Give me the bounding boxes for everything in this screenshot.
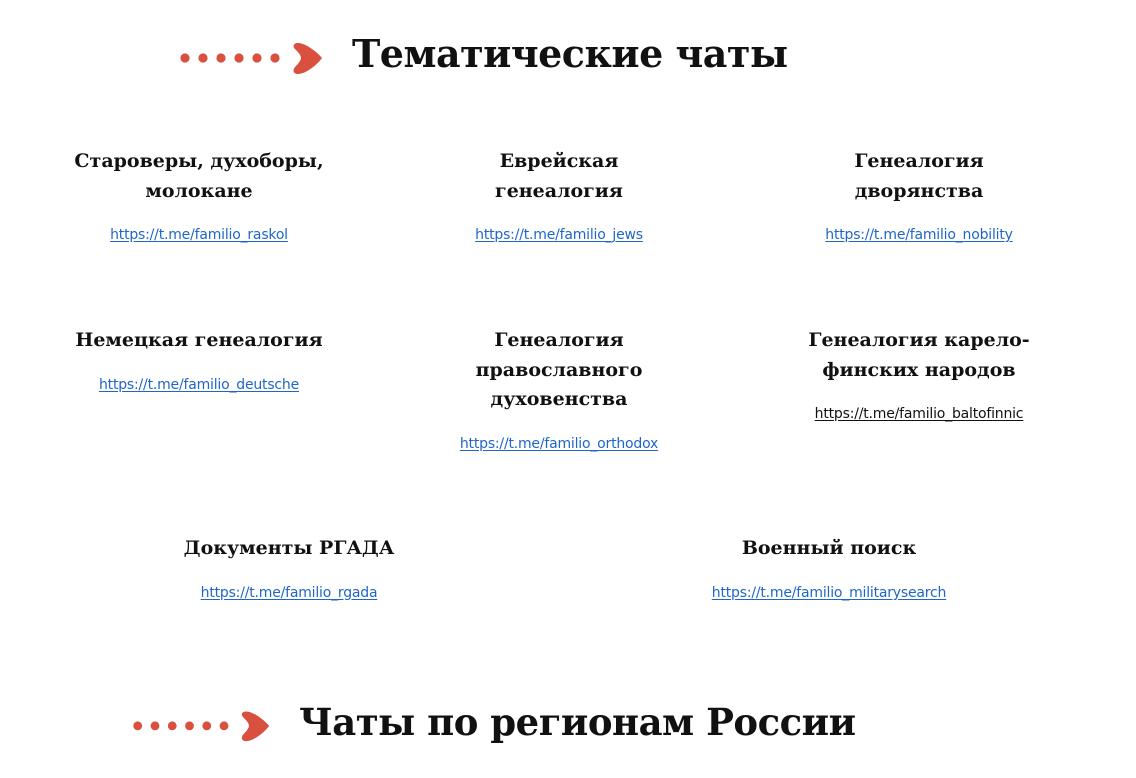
chat-card-raskol (49, 147, 349, 245)
chat-link[interactable]: https://t.me/familio_deutsche (98, 376, 299, 393)
chat-title: Генеалогия дворянства (854, 150, 984, 202)
chat-link[interactable]: https://t.me/familio_baltofinnic (814, 406, 1024, 422)
chat-link[interactable]: https://t.me/familio_nobility (825, 227, 1013, 243)
dotted-arrow-icon (131, 702, 271, 742)
chat-card-militarysearch (679, 534, 979, 603)
chat-link[interactable]: https://t.me/familio_militarysearch (711, 584, 947, 601)
chat-title: Документы РГАДА (183, 537, 395, 559)
section-title: Тематические чаты (352, 31, 788, 76)
chat-card-orthodox (409, 326, 709, 454)
chat-title: Военный поиск (741, 537, 917, 559)
chat-link[interactable]: https://t.me/familio_rgada (200, 584, 378, 601)
section-title: Чаты по регионам России (299, 699, 856, 744)
chat-title: Немецкая генеалогия (75, 329, 323, 351)
chat-link[interactable]: https://t.me/familio_jews (475, 227, 643, 243)
chat-title: Генеалогия православного духовенства (475, 329, 643, 410)
chat-card-baltofinnic (769, 326, 1069, 424)
chat-title: Генеалогия карело-финских народов (808, 329, 1030, 381)
section-header-regions (131, 699, 856, 744)
chat-card-nobility (769, 147, 1069, 245)
chat-link[interactable]: https://t.me/familio_raskol (110, 227, 288, 243)
chat-card-deutsche (49, 326, 349, 395)
chat-card-rgada (139, 534, 439, 603)
chat-title: Староверы, духоборы, молокане (74, 150, 324, 202)
chat-card-jews (409, 147, 709, 245)
chat-link[interactable]: https://t.me/familio_orthodox (459, 435, 659, 452)
section-header-thematic (178, 31, 788, 76)
chat-title: Еврейская генеалогия (495, 150, 623, 202)
dotted-arrow-icon (178, 34, 324, 74)
